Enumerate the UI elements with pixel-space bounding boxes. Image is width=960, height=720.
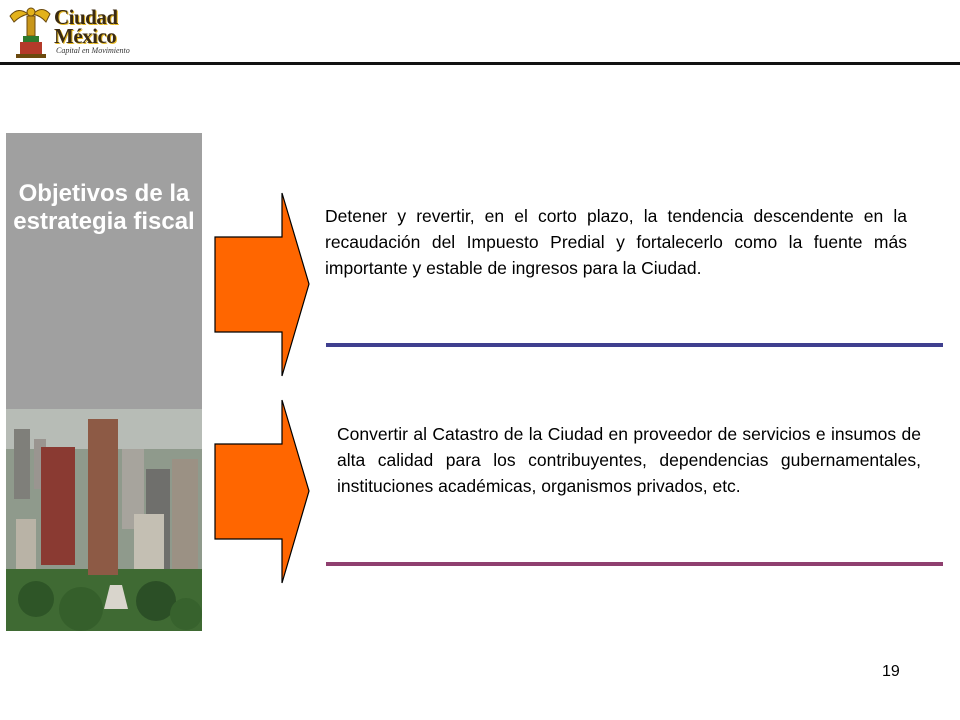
divider-line (326, 562, 943, 566)
side-panel-title: Objetivos de la estrategia fiscal (13, 180, 195, 235)
header-divider (0, 62, 960, 65)
arrow-right-icon (214, 399, 310, 584)
side-panel (6, 133, 202, 631)
page-number: 19 (882, 663, 900, 680)
angel-independencia-icon (6, 2, 56, 60)
divider-line (326, 343, 943, 347)
city-aerial-photo (6, 409, 202, 631)
ciudad-mexico-logo (6, 2, 134, 60)
objective-text-1: Detener y revertir, en el corto plazo, la tendencia descendente en la recaudación del Impuesto Predial y fortalecerlo como la fuente más importante y estable de ingresos para la Ciudad. (325, 206, 907, 278)
logo-title: Ciudad México (54, 5, 118, 48)
logo-slogan: Capital en Movimiento (56, 46, 130, 55)
arrow-right-icon (214, 192, 310, 377)
objective-text-2: Convertir al Catastro de la Ciudad en proveedor de servicios e insumos de alta calidad para los contribuyentes, dependencias gubernamentales, instituciones académicas, organismos privados, etc. (337, 424, 921, 496)
